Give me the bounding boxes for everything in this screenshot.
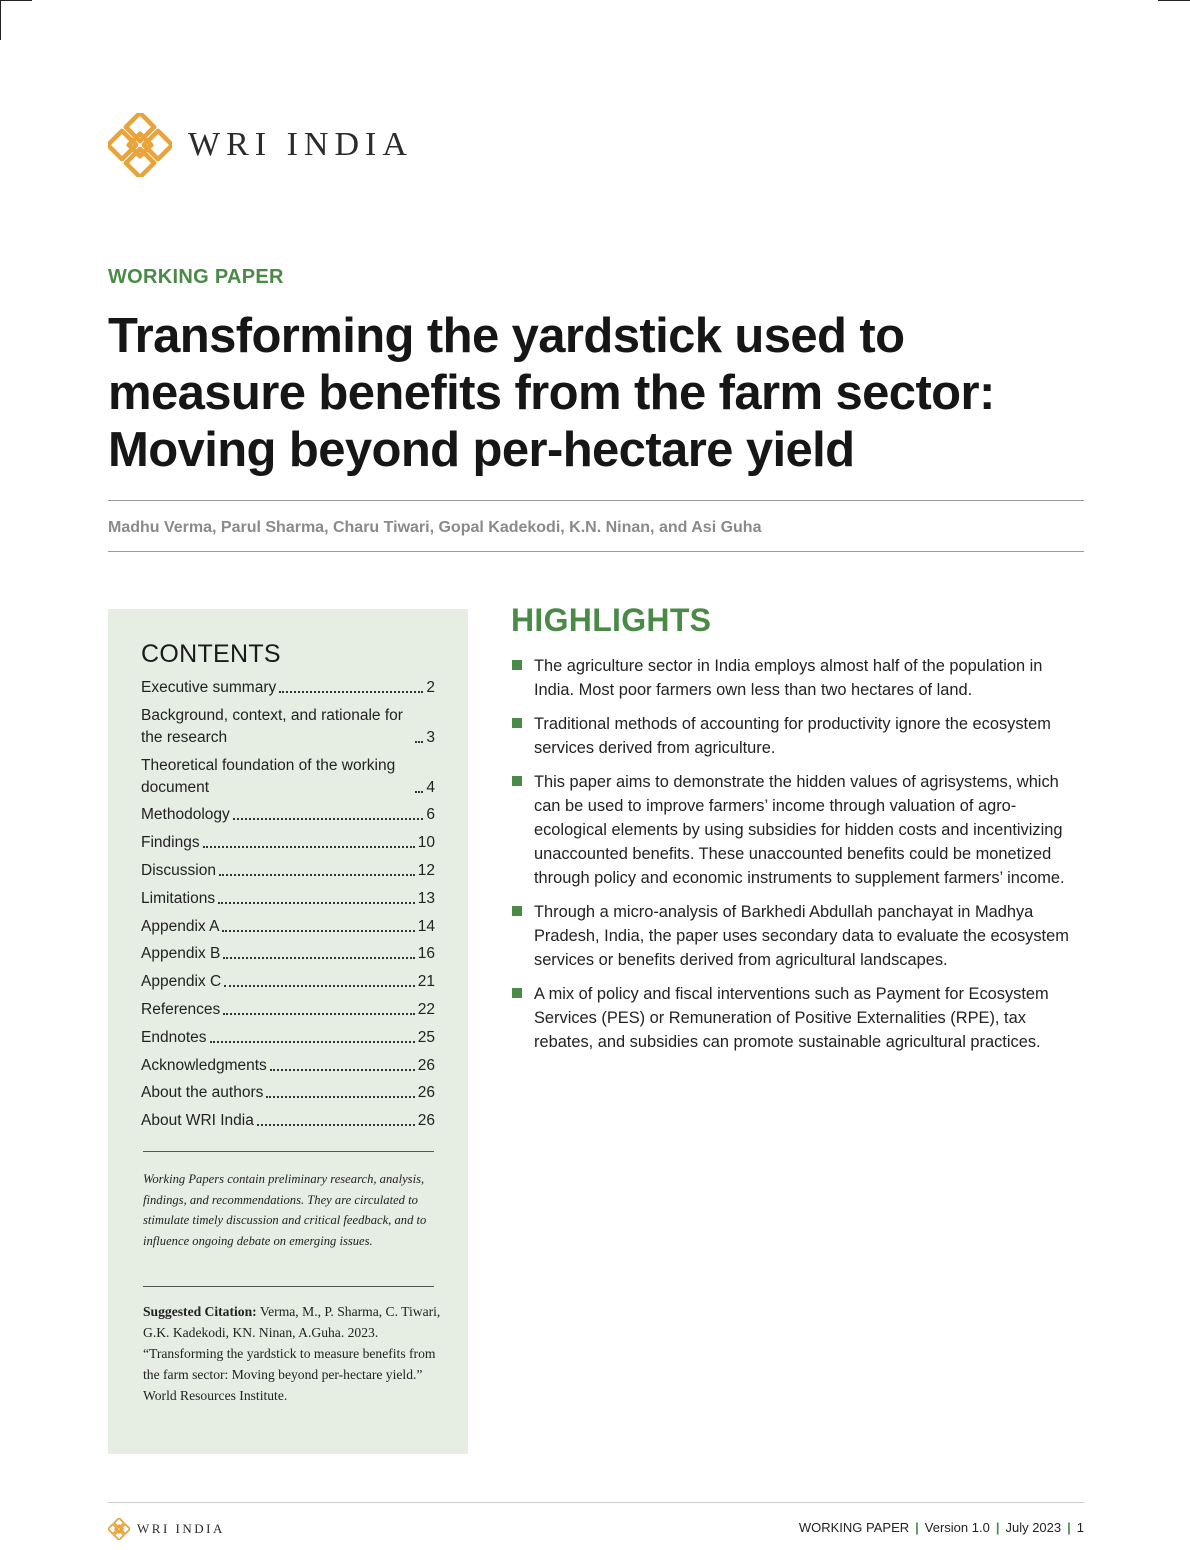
highlight-text: A mix of policy and fiscal interventions such as Payment for Ecosystem Services (PES) or Remuneration of Positive Externalities (RPE), tax rebates, and subsidies can promote sustainable agricultural practices. (534, 985, 1049, 1051)
contents-item-label: About WRI India (141, 1112, 254, 1130)
crop-mark-top-left (0, 0, 1, 40)
dot-leader (218, 902, 415, 904)
square-bullet-icon (512, 776, 522, 786)
highlight-text: The agriculture sector in India employs almost half of the population in India. Most poor farmers own less than two hectares of land. (534, 657, 1043, 699)
square-bullet-icon (512, 660, 522, 670)
contents-item-label: Executive summary (141, 679, 277, 696)
contents-item-label: Appendix A (141, 917, 220, 935)
highlight-text: Traditional methods of accounting for productivity ignore the ecosystem services derived from agriculture. (534, 715, 1051, 757)
contents-item-page: 12 (417, 861, 435, 879)
contents-item[interactable] (141, 1027, 435, 1049)
contents-item-label: Findings (141, 834, 200, 852)
contents-item-label: Limitations (141, 889, 216, 907)
square-bullet-icon (512, 718, 522, 728)
highlight-item (511, 900, 1086, 972)
crop-mark-top-left-h (0, 0, 32, 1)
contents-item[interactable] (141, 888, 435, 910)
sidebar-divider (143, 1151, 434, 1152)
highlight-text: Through a micro-analysis of Barkhedi Abdullah panchayat in Madhya Pradesh, India, the paper uses secondary data to evaluate the ecosystem services or benefits derived from agricultural landscapes. (534, 903, 1069, 969)
title-divider (108, 500, 1084, 501)
dot-leader (210, 1041, 415, 1043)
dot-leader (233, 818, 424, 820)
footer-divider (108, 1502, 1084, 1503)
contents-item-label: References (141, 1000, 221, 1018)
footer-separator: | (915, 1520, 919, 1535)
contents-item[interactable] (141, 832, 435, 854)
dot-leader (222, 930, 414, 932)
contents-item[interactable] (141, 1055, 435, 1077)
sidebar-divider-2 (143, 1286, 434, 1287)
contents-item-label: Methodology (141, 806, 230, 824)
contents-item-page: 16 (417, 945, 435, 963)
contents-item[interactable] (141, 1110, 435, 1132)
dot-leader (270, 1069, 415, 1071)
square-bullet-icon (512, 988, 522, 998)
contents-item-page: 21 (417, 973, 435, 991)
dot-leader (224, 985, 415, 987)
dot-leader (203, 846, 415, 848)
citation-label: Suggested Citation: (143, 1304, 257, 1319)
contents-item-page: 26 (417, 1084, 435, 1102)
contents-item-label: Appendix B (141, 945, 221, 963)
contents-item-label: Appendix C (141, 973, 222, 991)
contents-item-page: 2 (426, 679, 435, 696)
document-type: WORKING PAPER (108, 266, 284, 288)
dot-leader (266, 1096, 414, 1098)
brand-name: WRI INDIA (188, 126, 413, 163)
contents-heading: CONTENTS (141, 640, 281, 668)
contents-item-page: 26 (417, 1056, 435, 1074)
contents-list (141, 677, 435, 1138)
footer-brand-name: WRI INDIA (137, 1521, 225, 1536)
page-title: Transforming the yardstick used to measure benefits from the farm sector: Moving beyond per-hectare yield (108, 309, 995, 477)
footer-separator: | (1067, 1520, 1071, 1535)
page-number: 1 (1076, 1520, 1084, 1535)
authors-divider (108, 551, 1084, 552)
contents-item[interactable] (141, 804, 435, 826)
footer-logo (108, 1518, 225, 1540)
wri-knot-logo-small-icon (108, 1518, 130, 1540)
contents-item-page: 25 (417, 1028, 435, 1046)
contents-item-page: 10 (417, 834, 435, 852)
contents-sidebar (108, 609, 468, 1454)
contents-item-page: 14 (417, 917, 435, 935)
contents-item-label: Acknowledgments (141, 1056, 267, 1074)
contents-item[interactable] (141, 999, 435, 1021)
contents-item[interactable] (141, 860, 435, 882)
highlight-text: This paper aims to demonstrate the hidden values of agrisystems, which can be used to improve farmers’ income through valuation of agro-ecological elements by using subsidies for hidden costs and incentivizing unaccounted benefits. These unaccounted benefits could be monetized through policy and economic instruments to supplement farmers’ income. (534, 773, 1065, 887)
contents-item-page: 13 (417, 889, 435, 907)
contents-item[interactable] (141, 677, 435, 699)
dot-leader (257, 1124, 415, 1126)
contents-item-label: Background, context, and rationale for the research (141, 706, 403, 746)
working-paper-note: Working Papers contain preliminary research, analysis, findings, and recommendations. They are circulated to stimulate timely discussion and critical feedback, and to influence ongoing debate on emerging issues. (143, 1172, 427, 1248)
suggested-citation (143, 1301, 443, 1406)
crop-mark-top-right (1158, 0, 1190, 1)
highlights-heading: HIGHLIGHTS (511, 602, 712, 638)
contents-item-page: 22 (417, 1000, 435, 1018)
footer-version: Version 1.0 (924, 1520, 990, 1535)
contents-item[interactable] (141, 1082, 435, 1104)
highlight-item (511, 982, 1086, 1054)
contents-item[interactable] (141, 755, 435, 799)
authors: Madhu Verma, Parul Sharma, Charu Tiwari, Gopal Kadekodi, K.N. Ninan, and Asi Guha (108, 519, 762, 536)
highlight-item (511, 654, 1086, 702)
footer-date: July 2023 (1005, 1520, 1062, 1535)
highlights-list (511, 654, 1086, 1064)
contents-item-label: Discussion (141, 861, 216, 879)
footer-separator: | (995, 1520, 1000, 1535)
contents-item-page: 3 (426, 728, 435, 746)
wri-knot-logo-icon (108, 113, 172, 177)
dot-leader (223, 957, 414, 959)
contents-item-page: 26 (417, 1112, 435, 1130)
contents-item-label: Endnotes (141, 1028, 207, 1046)
citation-text: Verma, M., P. Sharma, C. Tiwari, G.K. Kadekodi, KN. Ninan, A.Guha. 2023. “Transforming the yardstick to measure benefits from the farm sector: Moving beyond per-hectare yield.” World Resources Institute. (143, 1304, 441, 1403)
header-logo (108, 113, 413, 177)
dot-leader (415, 791, 423, 793)
dot-leader (219, 874, 415, 876)
highlight-item (511, 712, 1086, 760)
contents-item[interactable] (141, 943, 435, 965)
contents-item[interactable] (141, 971, 435, 993)
contents-item-page: 6 (426, 806, 435, 824)
footer-meta (799, 1520, 1084, 1535)
dot-leader (279, 691, 423, 693)
highlight-item (511, 770, 1086, 890)
contents-item[interactable] (141, 705, 435, 749)
contents-item-label: About the authors (141, 1084, 264, 1102)
dot-leader (223, 1013, 414, 1015)
contents-item-label: Theoretical foundation of the working document (141, 756, 396, 796)
contents-item-page: 4 (426, 778, 435, 796)
contents-item[interactable] (141, 916, 435, 938)
dot-leader (415, 741, 423, 743)
footer-doc-type: WORKING PAPER (798, 1520, 910, 1535)
square-bullet-icon (512, 906, 522, 916)
